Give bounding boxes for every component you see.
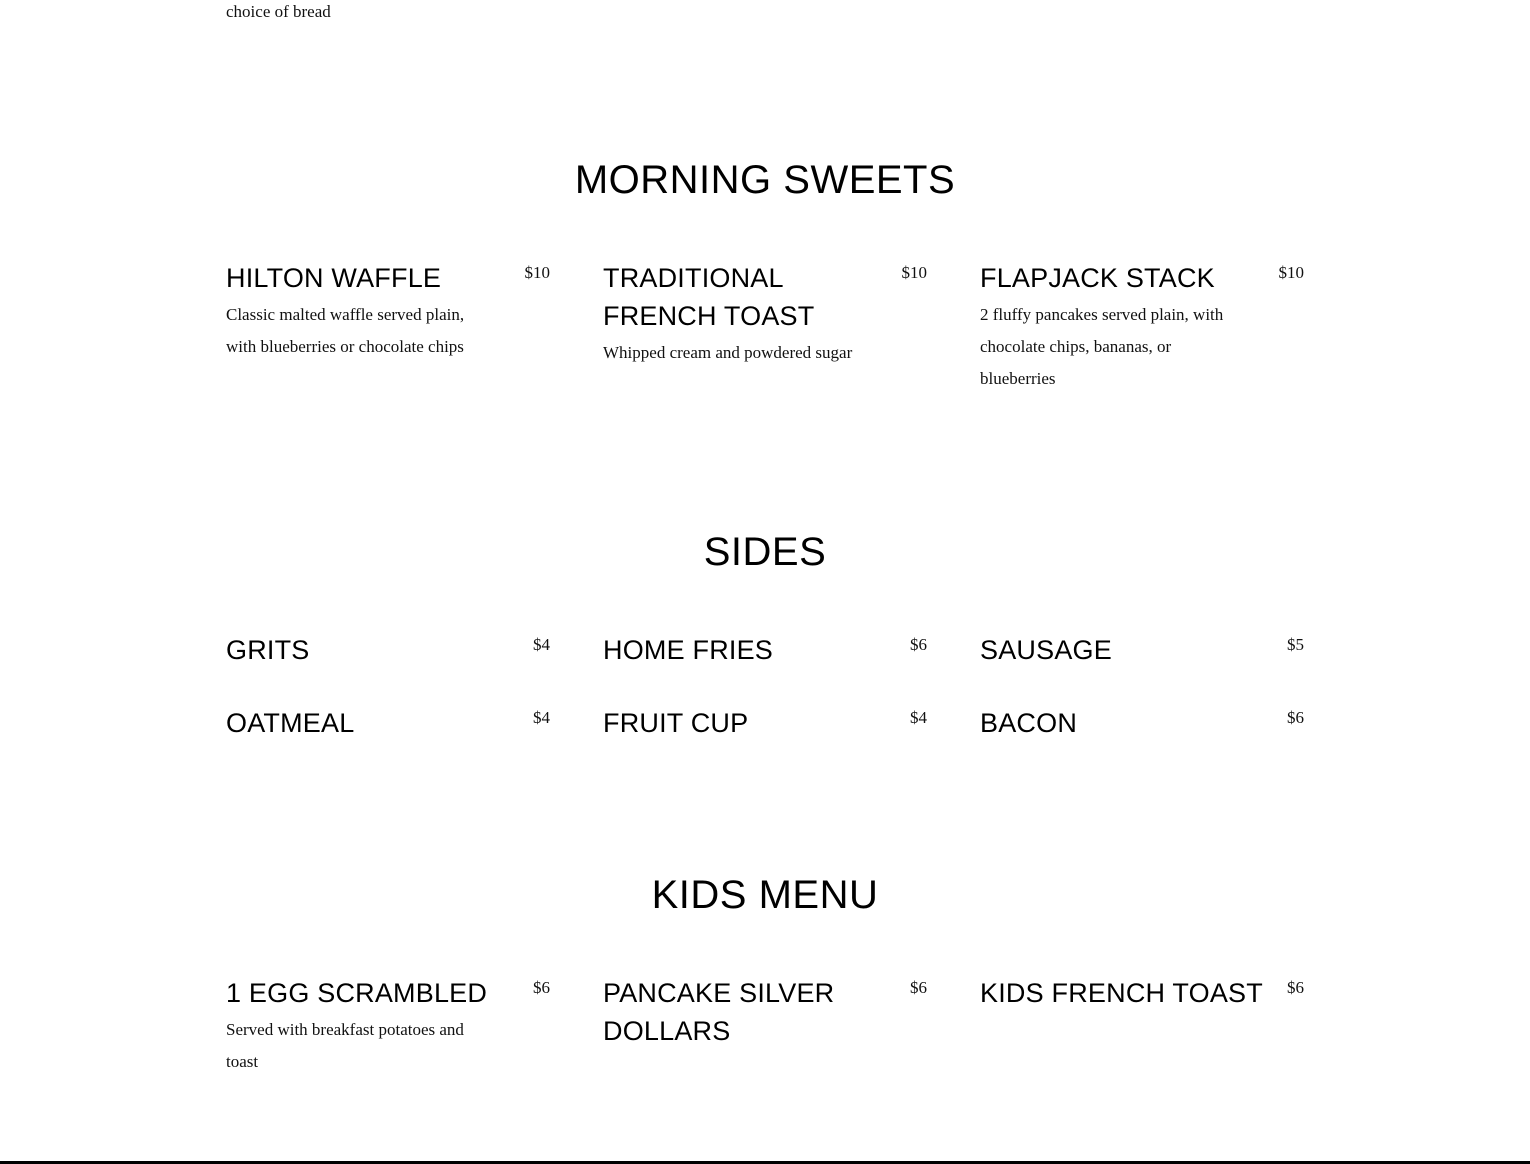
menu-item [226, 631, 550, 669]
menu-item-name: TRADITIONAL FRENCH TOAST [603, 263, 815, 331]
menu-item-price: $5 [1287, 635, 1304, 654]
menu-item-name: FLAPJACK STACK [980, 263, 1215, 293]
menu-item [603, 704, 927, 742]
menu-item-price: $10 [524, 263, 550, 282]
menu-item [603, 974, 927, 1078]
menu-item-price: $4 [533, 635, 550, 654]
previous-item-description: choice of bread [226, 2, 331, 21]
menu-item-name: OATMEAL [226, 708, 355, 738]
menu-item-name: 1 EGG SCRAMBLED [226, 978, 488, 1008]
menu-item-name: FRUIT CUP [603, 708, 749, 738]
menu-item-description: Whipped cream and powdered sugar [603, 343, 853, 362]
menu-item-description: Served with breakfast potatoes and toast [226, 1020, 464, 1071]
menu-item [226, 974, 550, 1078]
menu-item [603, 631, 927, 669]
menu-item-price: $6 [910, 978, 927, 997]
menu-item-name: BACON [980, 708, 1078, 738]
menu-item-name: HILTON WAFFLE [226, 263, 442, 293]
menu-item-price: $6 [910, 635, 927, 654]
menu-item-name: SAUSAGE [980, 635, 1112, 665]
menu-item-description: 2 fluffy pancakes served plain, with chocolate chips, bananas, or blueberries [980, 305, 1224, 388]
menu-item [980, 704, 1304, 742]
section-title-kids-menu: KIDS MENU [651, 873, 879, 917]
section-title-sides: SIDES [703, 530, 827, 574]
menu-item [980, 259, 1304, 395]
menu-item-price: $6 [1287, 978, 1304, 997]
menu-item-name: GRITS [226, 635, 310, 665]
menu-item [603, 259, 927, 395]
menu-item [226, 704, 550, 742]
menu-item-price: $10 [1278, 263, 1304, 282]
kids-menu-grid [226, 974, 1304, 1078]
menu-item-name: PANCAKE SILVER DOLLARS [603, 978, 835, 1046]
menu-item-price: $10 [901, 263, 927, 282]
menu-item [980, 631, 1304, 669]
menu-item-price: $4 [533, 708, 550, 727]
menu-item-name: HOME FRIES [603, 635, 774, 665]
sides-grid [226, 631, 1304, 742]
morning-sweets-grid [226, 259, 1304, 395]
menu-item [980, 974, 1304, 1078]
section-title-morning-sweets: MORNING SWEETS [574, 158, 956, 202]
menu-item [226, 259, 550, 395]
menu-item-description: Classic malted waffle served plain, with blueberries or chocolate chips [226, 305, 465, 356]
menu-item-price: $6 [533, 978, 550, 997]
menu-item-price: $6 [1287, 708, 1304, 727]
menu-item-price: $4 [910, 708, 927, 727]
menu-item-name: KIDS FRENCH TOAST [980, 978, 1263, 1008]
